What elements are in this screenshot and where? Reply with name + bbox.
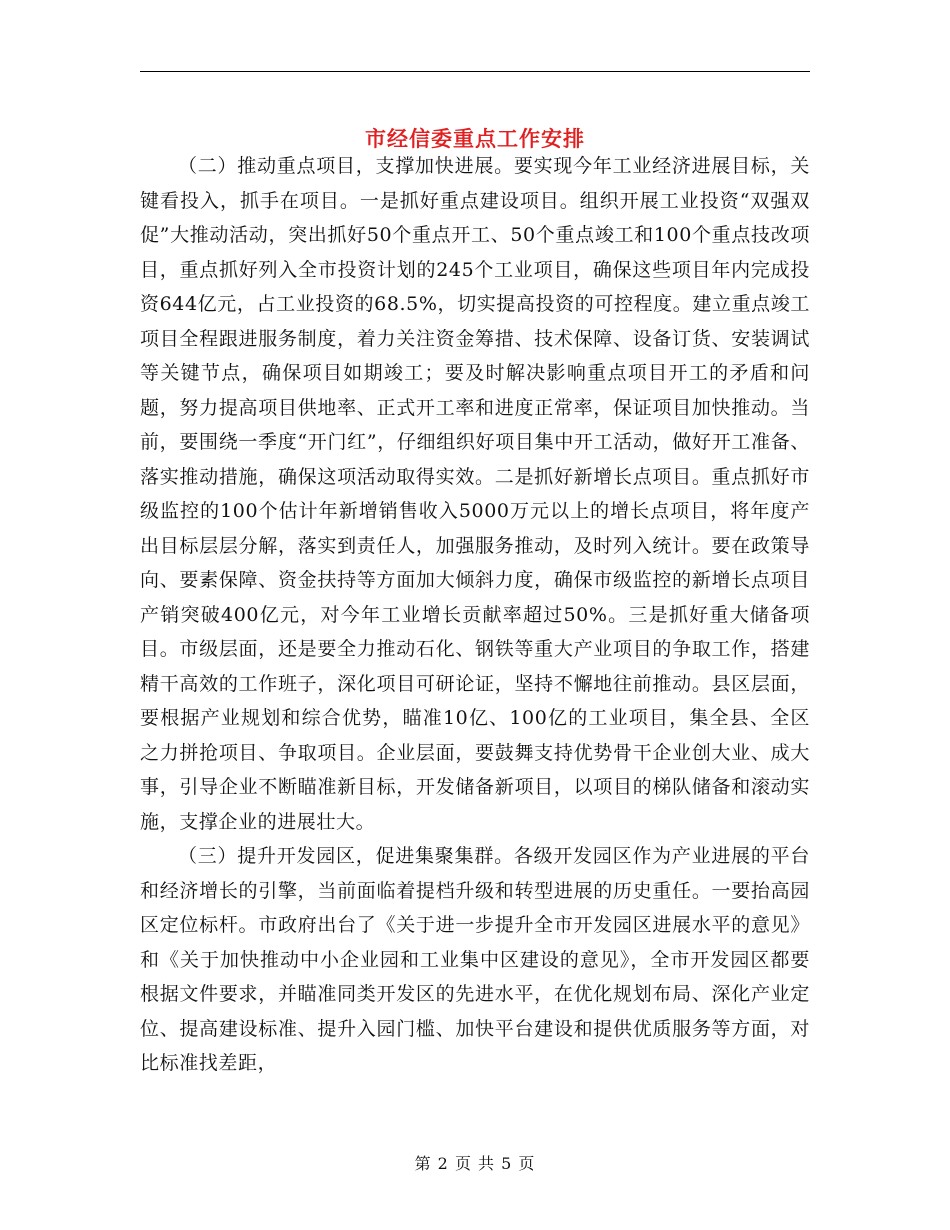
- document-title: 市经信委重点工作安排: [365, 126, 585, 152]
- paragraph-projects: （二）推动重点项目，支撑加快进展。要实现今年工业经济进展目标，关键看投入，抓手在项目。一是抓好重点建设项目。组织开展工业投资“双强双促”大推动活动，突出抓好50个重点开工、50个重点竣工和100个重点技改项目，重点抓好列入全市投资计划的245个工业项目，确保这些项目年内完成投资644亿元，占工业投资的68.5%，切实提高投资的可控程度。建立重点竣工项目全程跟进服务制度，着力关注资金筹措、技术保障、设备订货、安装调试等关键节点，确保项目如期竣工；要及时解决影响重点项目开工的矛盾和问题，努力提高项目供地率、正式开工率和进度正常率，保证项目加快推动。当前，要围绕一季度“开门红”，仔细组织好项目集中开工活动，做好开工准备、落实推动措施，确保这项活动取得实效。二是抓好新增长点项目。重点抓好市级监控的100个估计年新增销售收入5000万元以上的增长点项目，将年度产出目标层层分解，落实到责任人，加强服务推动，及时列入统计。要在政策导向、要素保障、资金扶持等方面加大倾斜力度，确保市级监控的新增长点项目产销突破400亿元，对今年工业增长贡献率超过50%。三是抓好重大储备项目。市级层面，还是要全力推动石化、钢铁等重大产业项目的争取工作，搭建精干高效的工作班子，深化项目可研论证，坚持不懈地往前推动。县区层面，要根据产业规划和综合优势，瞄准10亿、100亿的工业项目，集全县、全区之力拼抢项目、争取项目。企业层面，要鼓舞支持优势骨干企业创大业、成大事，引导企业不断瞄准新目标，开发储备新项目，以项目的梯队储备和滚动实施，支撑企业的进展壮大。: [140, 155, 810, 833]
- document-body: [140, 149, 810, 1081]
- header-rule: [140, 71, 810, 72]
- page-number-footer: 第 2 页 共 5 页: [414, 1154, 536, 1173]
- paragraph-parks: （三）提升开发园区，促进集聚集群。各级开发园区作为产业进展的平台和经济增长的引擎，当前面临着提档升级和转型进展的历史重任。一要抬高园区定位标杆。市政府出台了《关于进一步提升全市开发园区进展水平的意见》和《关于加快推动中小企业园和工业集中区建设的意见》，全市开发园区都要根据文件要求，并瞄准同类开发区的先进水平，在优化规划布局、深化产业定位、提高建设标准、提升入园门槛、加快平台建设和提供优质服务等方面，对比标准找差距，: [140, 845, 810, 1074]
